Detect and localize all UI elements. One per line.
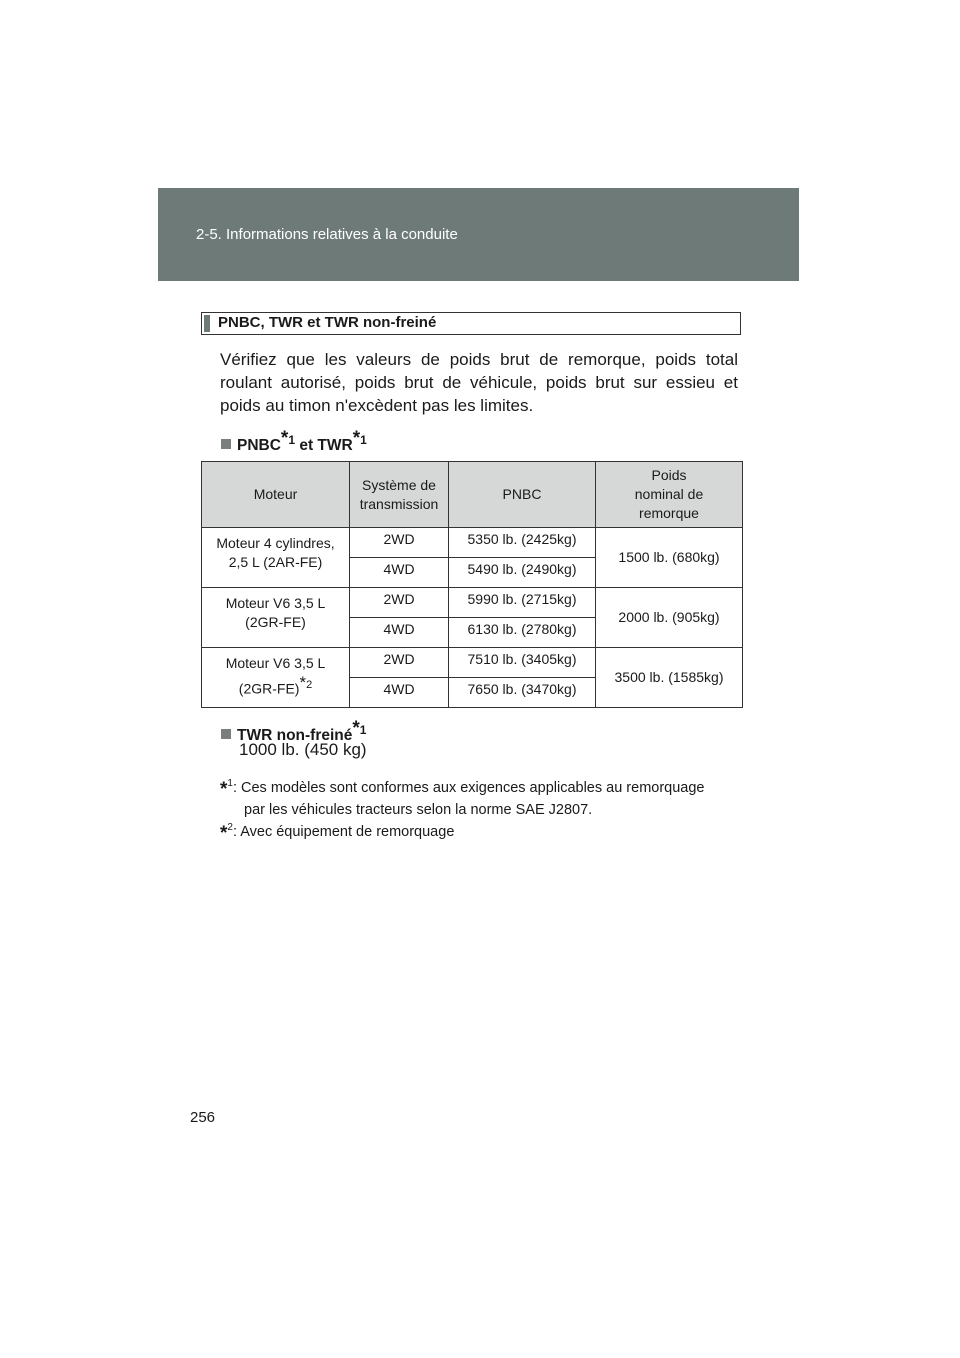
engine-line1: Moteur 4 cylindres, [216,535,335,551]
table-row [202,588,743,618]
gcwr-cell: 5350 lb. (2425kg) [449,528,596,558]
rated-weight-cell: 1500 lb. (680kg) [596,528,743,588]
chapter-header-band [158,188,799,281]
section-title-marker [204,315,210,332]
footnote-star: * [352,428,361,449]
engine-line2: (2GR-FE) [245,614,306,630]
engine-cell [202,588,350,648]
transmission-cell: 2WD [350,528,449,558]
footnote-star: * [220,778,228,800]
footnote-ref: 1 [288,433,296,447]
footnote-ref: 1 [360,433,367,447]
footnote-2 [220,818,454,844]
twr-unbraked-value: 1000 lb. (450 kg) [239,740,367,759]
footnote-ref: 2 [306,679,313,691]
table-row [202,648,743,678]
engine-cell [202,648,350,708]
page-number: 256 [190,1109,216,1126]
footnote-1 [220,774,704,820]
footnote-number: 1 [227,778,233,789]
engine-cell [202,528,350,588]
engine-line1: Moteur V6 3,5 L [225,655,326,671]
column-header-engine: Moteur [202,462,350,528]
column-header-rated-weight [596,462,743,528]
column-header-rated-weight-text: Poids nominal de remorque [634,467,704,521]
transmission-cell: 2WD [350,648,449,678]
towing-capacity-table [201,461,743,708]
gcwr-cell: 7650 lb. (3470kg) [449,678,596,708]
rated-weight-cell: 3500 lb. (1585kg) [596,648,743,708]
column-header-gcwr: PNBC [449,462,596,528]
subheading-twr-label: et TWR [295,437,353,455]
gcwr-cell: 5490 lb. (2490kg) [449,558,596,588]
subheading-pnbc-label: PNBC [237,437,281,455]
transmission-cell: 4WD [350,678,449,708]
footnote-text-continued: par les véhicules tracteurs selon la norme SAE J2807. [244,801,593,818]
footnote-text: : Ces modèles sont conformes aux exigences applicables au remorquage [232,779,705,796]
column-header-transmission-text: Système de transmission [359,476,439,512]
gcwr-cell: 6130 lb. (2780kg) [449,618,596,648]
transmission-cell: 2WD [350,588,449,618]
footnote-star: * [299,673,307,692]
subheading-pnbc-twr [221,428,367,455]
section-title: PNBC, TWR et TWR non-freiné [218,314,437,331]
table-header-row [202,462,743,528]
engine-line2: 2,5 L (2AR-FE) [228,554,323,570]
footnote-text: : Avec équipement de remorquage [232,823,455,840]
intro-paragraph: Vérifiez que les valeurs de poids brut de remorque, poids total roulant autorisé, poids brut de véhicule, poids brut sur essieu et poids au timon n'excèdent pas les limites. [220,350,738,415]
footnote-star: * [220,822,228,844]
column-header-transmission [350,462,449,528]
engine-line2: (2GR-FE) [238,680,300,697]
footnote-star: * [280,428,289,449]
section-title-box [201,312,741,335]
gcwr-cell: 7510 lb. (3405kg) [449,648,596,678]
chapter-section-title: 2-5. Informations relatives à la conduite [196,226,458,243]
transmission-cell: 4WD [350,618,449,648]
transmission-cell: 4WD [350,558,449,588]
engine-line1: Moteur V6 3,5 L [225,595,326,611]
footnote-ref: 1 [359,723,367,737]
square-bullet-icon [221,439,231,449]
table-row [202,528,743,558]
gcwr-cell: 5990 lb. (2715kg) [449,588,596,618]
rated-weight-cell: 2000 lb. (905kg) [596,588,743,648]
footnote-star: * [352,718,360,739]
footnote-number: 2 [227,822,233,833]
square-bullet-icon [221,729,231,739]
subheading-twr-unbraked-label: TWR non-freiné [237,727,353,745]
